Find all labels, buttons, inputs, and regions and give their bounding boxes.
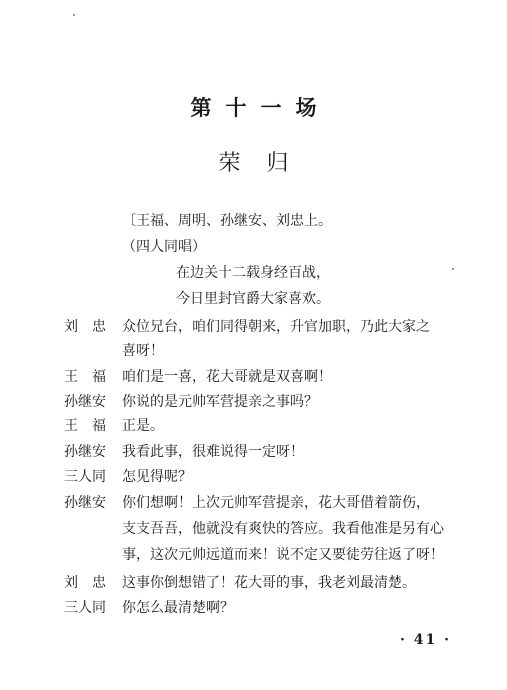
scan-speck (73, 14, 75, 16)
speech-line: 怎见得呢？ (122, 469, 192, 485)
speaker-name: 王 福 (64, 418, 106, 434)
scan-speck (452, 268, 454, 270)
speaker-name: 王 福 (64, 369, 106, 385)
speaker-name: 刘 忠 (64, 319, 106, 335)
speech-line: 我看此事，很难说得一定呀！ (122, 444, 304, 460)
speech-line: 正是。 (122, 418, 164, 434)
scene-title: 荣归 (218, 151, 315, 176)
stage-direction-entrance: 〔王福、周明、孙继安、刘忠上。 (122, 213, 332, 229)
speech-line: 事，这次元帅远道而来！说不定又要徒劳往返了呀！ (122, 547, 444, 563)
speaker-name: 刘 忠 (64, 575, 106, 591)
song-line-1: 在边关十二载身经百战， (176, 265, 330, 281)
speech-line: 支支吾吾，他就没有爽快的答应。我看他准是另有心 (122, 521, 444, 537)
speech-line: 众位兄台，咱们同得朝来，升官加职，乃此大家之 (122, 319, 430, 335)
scene-heading: 第十一场 (190, 96, 331, 120)
speech-line: 这事你倒想错了！花大哥的事，我老刘最清楚。 (122, 575, 416, 591)
speaker-name: 孙继安 (64, 444, 106, 460)
page-number: · 41 · (400, 632, 451, 648)
speaker-name: 孙继安 (64, 495, 106, 511)
speaker-name: 三人同 (64, 469, 106, 485)
song-line-2: 今日里封官爵大家喜欢。 (176, 291, 330, 307)
speech-line: 你们想啊！上次元帅军营提亲，花大哥借着箭伤， (122, 495, 430, 511)
speaker-name: 孙继安 (64, 394, 106, 410)
speech-line: 你怎么最清楚啊？ (122, 600, 234, 616)
speech-line: 你说的是元帅军营提亲之事吗？ (122, 394, 318, 410)
speech-line: 喜呀！ (122, 343, 164, 359)
speaker-name: 三人同 (64, 600, 106, 616)
speech-line: 咱们是一喜，花大哥就是双喜啊！ (122, 369, 332, 385)
stage-direction-singing: （四人同唱） (122, 239, 206, 255)
